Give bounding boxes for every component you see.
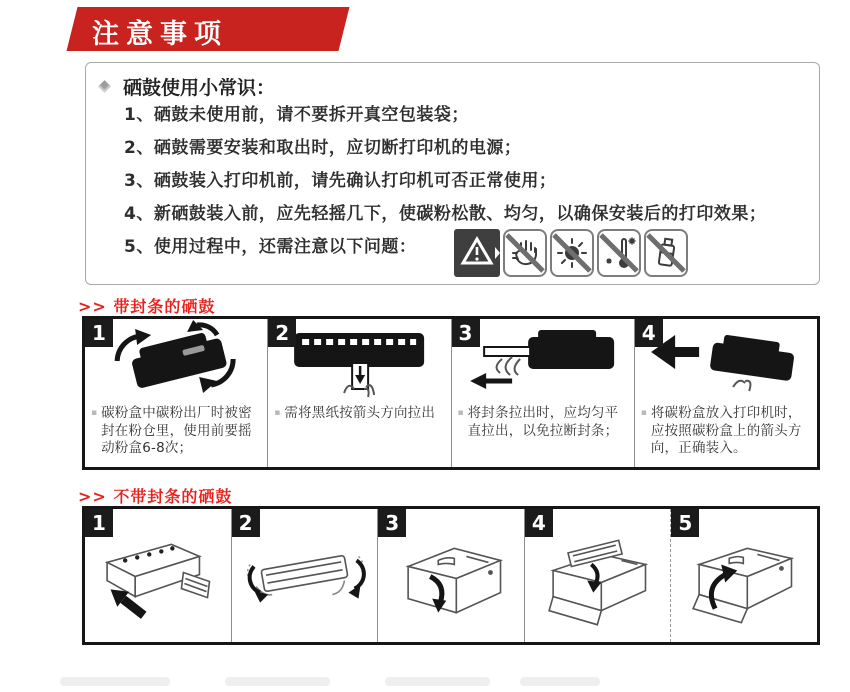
unsealed-section-heading: >> 不带封条的硒鼓 (78, 487, 233, 506)
step-caption: 碳粉盒中碳粉出厂时被密封在粉仓里，使用前要摇动粉盒6-8次； (101, 405, 252, 456)
step-number-badge: 1 (85, 509, 113, 537)
step-number-badge: 4 (525, 509, 553, 537)
step-number-badge: 1 (85, 319, 113, 347)
tips-box (85, 62, 820, 285)
unsealed-step-4 (525, 509, 672, 642)
tip-item-1: 1、硒鼓未使用前，请不要拆开真空包装袋； (124, 105, 469, 125)
step-number-badge: 3 (452, 319, 480, 347)
tip-item-4: 4、新硒鼓装入前，应先轻摇几下，使碳粉松散、均匀，以确保安装后的打印效果； (124, 204, 767, 224)
watermark-smudge (385, 677, 490, 686)
unsealed-step-2 (232, 509, 379, 642)
no-extreme-temperature-icon (597, 229, 641, 277)
watermark-smudge (60, 677, 170, 686)
bullet-icon: ▪ (91, 408, 98, 418)
tip-item-5: 5、使用过程中，还需注意以下问题： (124, 237, 417, 257)
sealed-step-4 (635, 319, 817, 467)
step-caption: 将封条拉出时，应均匀平直拉出，以免拉断封条； (467, 405, 619, 439)
sealed-step-1 (85, 319, 268, 467)
step-caption: 将碳粉盒放入打印机时，应按照碳粉盒上的箭头方向，正确装入。 (650, 405, 802, 456)
bullet-icon: ▪ (457, 408, 464, 418)
warning-icons-strip (454, 229, 688, 277)
sealed-section-heading: >> 带封条的硒鼓 (78, 297, 216, 316)
step-number-badge: 4 (635, 319, 663, 347)
step-number-badge: 5 (671, 509, 699, 537)
step-number-badge: 2 (268, 319, 296, 347)
step-caption: 需将黑纸按箭头方向拉出 (284, 405, 436, 421)
unsealed-step-5 (671, 509, 817, 642)
sealed-step-3 (452, 319, 635, 467)
warning-triangle-icon (454, 229, 500, 277)
tips-heading: 硒鼓使用小常识： (123, 77, 276, 99)
step-number-badge: 2 (232, 509, 260, 537)
unsealed-steps-box (82, 506, 820, 645)
unsealed-step-3 (378, 509, 525, 642)
watermark-smudge (520, 677, 600, 686)
sealed-steps-box (82, 316, 820, 470)
tip-item-2: 2、硒鼓需要安装和取出时，应切断打印机的电源； (124, 138, 522, 158)
watermark-smudge (225, 677, 330, 686)
unsealed-step-1 (85, 509, 232, 642)
bullet-icon: ▪ (274, 408, 281, 418)
notice-banner-title: 注意事项 (92, 19, 228, 50)
tip-item-3: 3、硒鼓装入打印机前，请先确认打印机可否正常使用； (124, 171, 557, 191)
step-number-badge: 3 (378, 509, 406, 537)
no-tilt-cartridge-icon (644, 229, 688, 277)
sealed-step-2 (268, 319, 451, 467)
no-direct-sunlight-icon (550, 229, 594, 277)
diamond-bullet-icon (98, 80, 111, 93)
no-touch-hand-icon (503, 229, 547, 277)
bullet-icon: ▪ (640, 408, 647, 418)
